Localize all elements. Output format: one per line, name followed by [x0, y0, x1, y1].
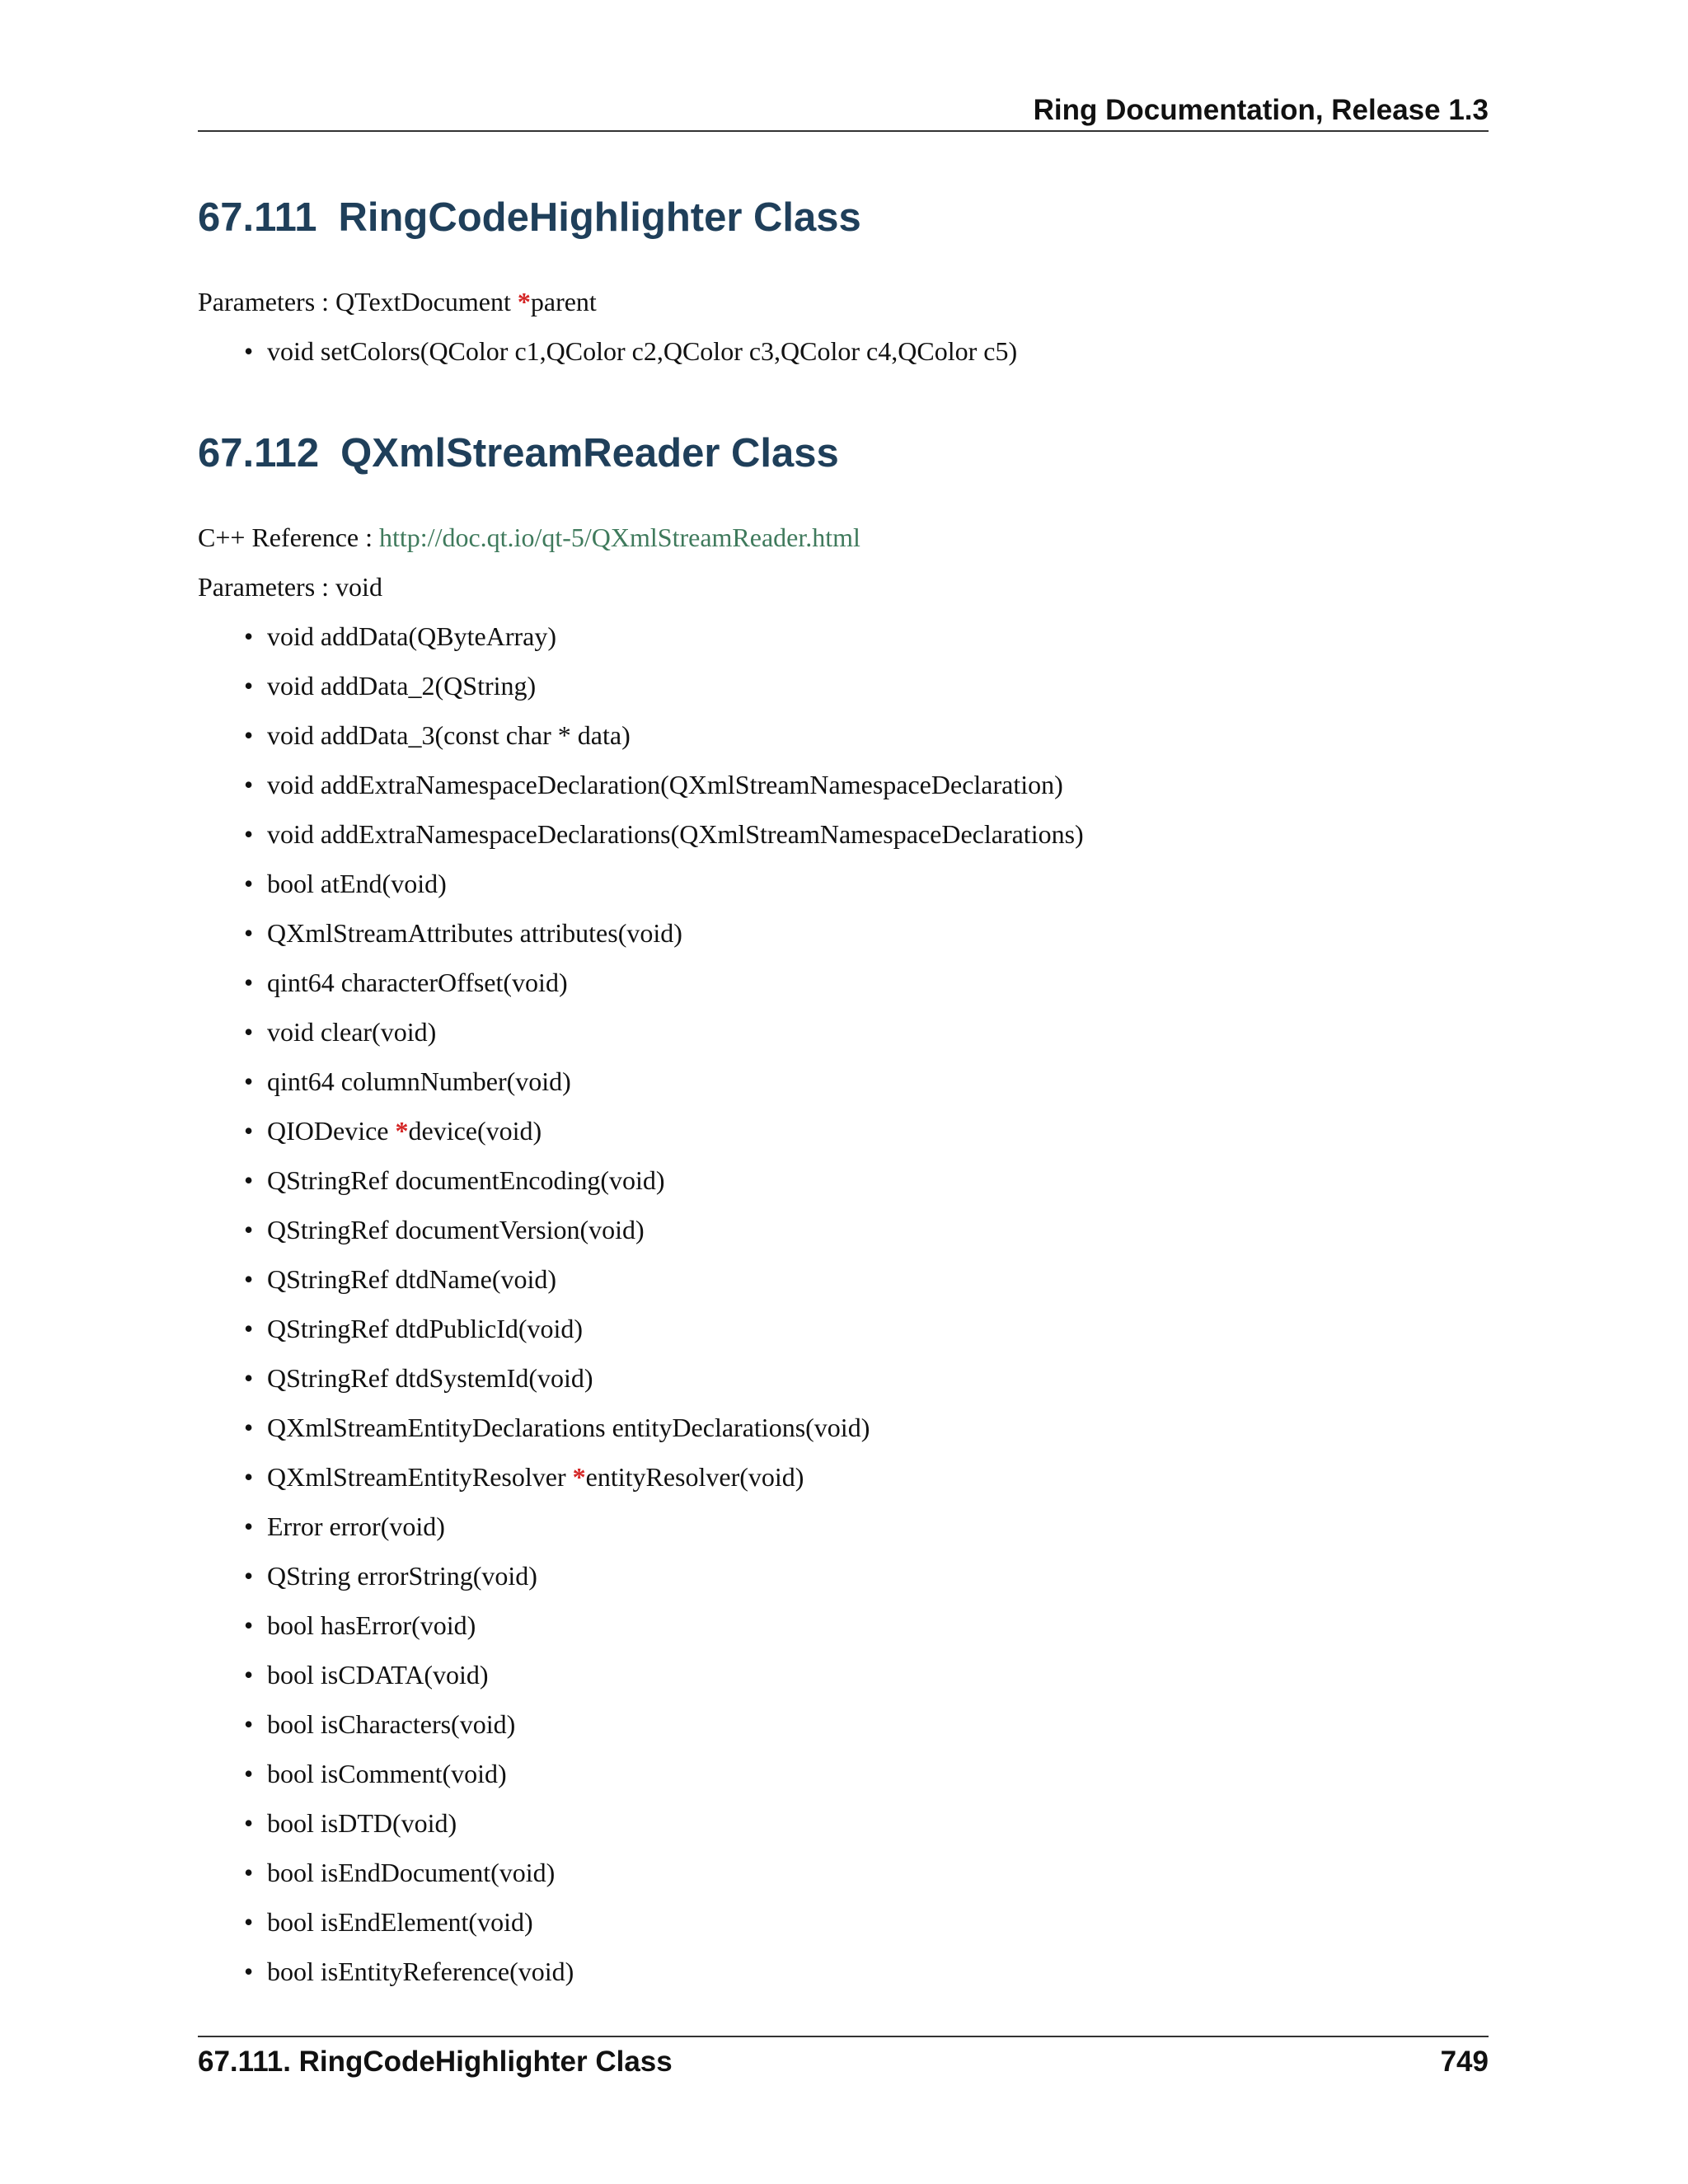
method-signature: QXmlStreamAttributes attributes(void): [267, 918, 682, 948]
method-item: [198, 1114, 1084, 1164]
bullet-icon: •: [244, 1610, 254, 1640]
bullet-icon: •: [244, 671, 254, 701]
bullet-icon: •: [244, 1066, 254, 1096]
method-signature: bool isEndElement(void): [267, 1907, 533, 1937]
method-signature: void addData_2(QString): [267, 671, 537, 701]
method-signature: QStringRef documentEncoding(void): [267, 1165, 665, 1195]
header-rule: [198, 130, 1489, 132]
method-item: [198, 966, 1084, 1015]
method-signature: QStringRef documentVersion(void): [267, 1215, 645, 1244]
bullet-icon: •: [244, 1314, 254, 1343]
method-item: [198, 1164, 1084, 1213]
method-signature: void clear(void): [267, 1017, 437, 1047]
method-signature: void addExtraNamespaceDeclarations(QXmlStreamNamespaceDeclarations): [267, 819, 1084, 849]
bullet-icon: •: [244, 1957, 254, 1986]
bullet-icon: •: [244, 770, 254, 799]
method-item: [198, 916, 1084, 966]
method-item: [198, 1609, 1084, 1658]
method-item: [198, 1658, 1084, 1708]
method-signature: bool isCDATA(void): [267, 1660, 489, 1690]
method-signature: QStringRef dtdPublicId(void): [267, 1314, 584, 1343]
method-item: [198, 1510, 1084, 1559]
method-item: [198, 669, 1084, 719]
bullet-icon: •: [244, 1413, 254, 1442]
bullet-icon: •: [244, 1264, 254, 1294]
parameters-line: [198, 285, 597, 318]
bullet-icon: •: [244, 1759, 254, 1788]
method-signature: qint64 characterOffset(void): [267, 968, 568, 997]
bullet-icon: •: [244, 1858, 254, 1887]
bullet-icon: •: [244, 1462, 254, 1492]
section-number: 67.111: [198, 195, 317, 240]
method-signature: void addExtraNamespaceDeclaration(QXmlStreamNamespaceDeclaration): [267, 770, 1063, 799]
method-signature: bool isCharacters(void): [267, 1709, 516, 1739]
method-signature: void addData_3(const char * data): [267, 720, 631, 750]
bullet-icon: •: [244, 1017, 254, 1047]
bullet-icon: •: [244, 869, 254, 898]
method-item: [198, 1559, 1084, 1609]
bullet-icon: •: [244, 1561, 254, 1591]
method-signature: QStringRef dtdName(void): [267, 1264, 557, 1294]
method-item: [198, 1905, 1084, 1955]
method-item: [198, 1312, 1084, 1361]
pointer-star: *: [395, 1116, 409, 1146]
method-signature: QXmlStreamEntityResolver: [267, 1462, 573, 1492]
method-signature: void setColors(QColor c1,QColor c2,QColor c3,QColor c4,QColor c5): [267, 336, 1018, 366]
pointer-star: *: [517, 287, 531, 316]
section-heading-ringcodehighlighter: [198, 193, 861, 242]
footer-section-title: 67.111. RingCodeHighlighter Class: [198, 2046, 673, 2078]
method-item: [198, 1015, 1084, 1065]
method-item: [198, 1411, 1084, 1460]
bullet-icon: •: [244, 1660, 254, 1690]
section-heading-qxmlstreamreader: [198, 429, 839, 478]
parameters-line: Parameters : void: [198, 572, 382, 602]
footer-rule: [198, 2036, 1489, 2037]
method-item: [198, 1955, 1084, 2004]
bullet-icon: •: [244, 1116, 254, 1146]
bullet-icon: •: [244, 1709, 254, 1739]
section-number: 67.112: [198, 431, 320, 476]
method-signature: bool isEntityReference(void): [267, 1957, 574, 1986]
method-name: entityResolver(void): [585, 1462, 804, 1492]
method-item: [198, 335, 1017, 384]
page-number: 749: [1440, 2046, 1489, 2078]
method-item: [198, 1263, 1084, 1312]
bullet-icon: •: [244, 1363, 254, 1393]
method-item: [198, 1708, 1084, 1757]
bullet-icon: •: [244, 1165, 254, 1195]
method-signature: bool atEnd(void): [267, 869, 447, 898]
method-signature: bool isEndDocument(void): [267, 1858, 556, 1887]
method-item: [198, 768, 1084, 818]
parameters-text: Parameters : QTextDocument: [198, 287, 518, 316]
cpp-reference-label: C++ Reference :: [198, 523, 379, 552]
bullet-icon: •: [244, 336, 254, 366]
method-signature: bool hasError(void): [267, 1610, 476, 1640]
method-item: [198, 1856, 1084, 1905]
method-item: [198, 1757, 1084, 1807]
method-signature: bool isDTD(void): [267, 1808, 457, 1838]
bullet-icon: •: [244, 1215, 254, 1244]
method-item: [198, 1065, 1084, 1114]
method-item: [198, 719, 1084, 768]
bullet-icon: •: [244, 720, 254, 750]
method-signature: Error error(void): [267, 1511, 445, 1541]
method-item: [198, 1460, 1084, 1510]
method-item: [198, 867, 1084, 916]
method-signature: QIODevice: [267, 1116, 396, 1146]
section-title: RingCodeHighlighter Class: [338, 195, 861, 240]
running-header: Ring Documentation, Release 1.3: [1033, 94, 1489, 126]
method-signature: void addData(QByteArray): [267, 621, 556, 651]
cpp-reference-link[interactable]: http://doc.qt.io/qt-5/QXmlStreamReader.html: [379, 523, 860, 552]
method-signature: QXmlStreamEntityDeclarations entityDeclarations(void): [267, 1413, 870, 1442]
cpp-reference-line: [198, 521, 860, 554]
method-item: [198, 818, 1084, 867]
method-item: [198, 1213, 1084, 1263]
parameters-name: parent: [530, 287, 597, 316]
method-item: [198, 1361, 1084, 1411]
method-signature: QString errorString(void): [267, 1561, 537, 1591]
method-item: [198, 1807, 1084, 1856]
method-list-ringcodehighlighter: [198, 335, 1017, 384]
method-item: [198, 620, 1084, 669]
bullet-icon: •: [244, 1808, 254, 1838]
method-signature: QStringRef dtdSystemId(void): [267, 1363, 593, 1393]
method-list-qxmlstreamreader: [198, 620, 1084, 2004]
bullet-icon: •: [244, 621, 254, 651]
method-name: device(void): [408, 1116, 542, 1146]
bullet-icon: •: [244, 968, 254, 997]
bullet-icon: •: [244, 1511, 254, 1541]
method-signature: bool isComment(void): [267, 1759, 507, 1788]
bullet-icon: •: [244, 918, 254, 948]
pointer-star: *: [572, 1462, 586, 1492]
bullet-icon: •: [244, 819, 254, 849]
section-title: QXmlStreamReader Class: [340, 431, 839, 476]
bullet-icon: •: [244, 1907, 254, 1937]
method-signature: qint64 columnNumber(void): [267, 1066, 571, 1096]
